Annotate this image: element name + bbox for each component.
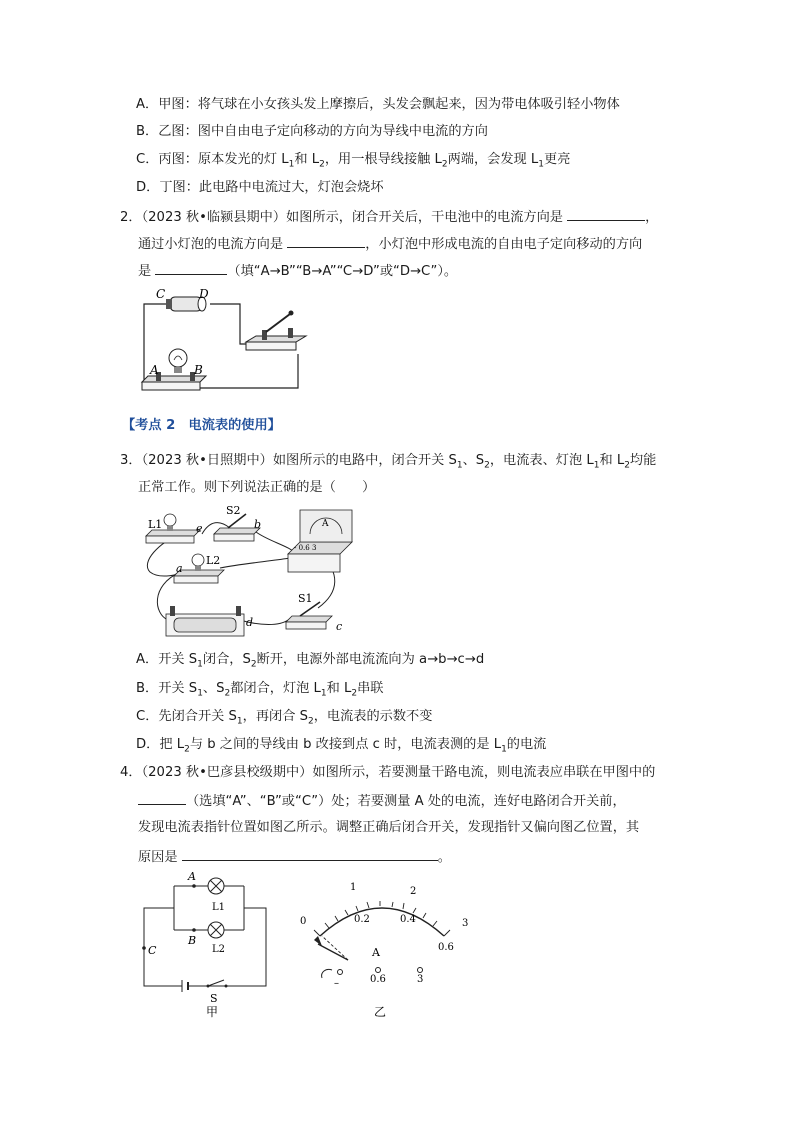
- dial-arc: [320, 908, 444, 936]
- top-scale-0: 0: [300, 916, 307, 927]
- q4-line2: （选填“A”、“B”或“C”）处；若要测量 A 处的电流，连好电路闭合开关前，: [138, 790, 626, 812]
- label-s: S: [210, 992, 218, 1005]
- terminal-06: [376, 968, 381, 973]
- q3-option-c: C．先闭合开关 $S_1$，再闭合 $S_2$，电流表的示数不变: [136, 709, 433, 727]
- label-e: e: [196, 522, 203, 535]
- q2-blank-3[interactable]: [155, 260, 227, 275]
- q3-option-d: D．把 $L_2$与 b 之间的导线由 b 改接到点 c 时，电流表测的是 $L_1$的电流: [136, 737, 547, 755]
- q3-circuit-figure: [140, 502, 360, 642]
- label-b: B: [194, 363, 203, 377]
- dial-ticks: [314, 901, 450, 936]
- top-scale-3: 3: [462, 918, 469, 929]
- q3-option-b: B．开关 $S_1$、$S_2$都闭合，灯泡 $L_1$和 $L_2$串联: [136, 681, 384, 699]
- q4-line1: 4．（2023 秋•巴彦县校级期中）如图所示，若要测量干路电流，则电流表应串联在甲图中的: [120, 765, 656, 780]
- q2-line1: 2．（2023 秋•临颍县期中）如图所示，闭合开关后，干电池中的电流方向是 ，: [120, 206, 658, 228]
- top-scale-2: 2: [410, 886, 417, 897]
- q1-option-b: B．乙图：图中自由电子定向移动的方向为导线中电流的方向: [136, 124, 488, 139]
- label-b: b: [254, 518, 262, 531]
- terminal-label-neg: –: [334, 978, 339, 989]
- point-c-dot: [142, 946, 146, 950]
- q4-blank-1[interactable]: [138, 790, 186, 805]
- section-heading: 【考点 2 电流表的使用】: [122, 418, 281, 433]
- battery-icon: [166, 606, 244, 636]
- lamp-l2-icon: [208, 922, 224, 938]
- q2-line3: 是 （填“A→B”“B→A”“C→D”或“D→C”）。: [138, 260, 457, 282]
- q1-option-c: C．丙图：原本发光的灯 $L_1$和 $L_2$，用一根导线接触 $L_2$两端，会发现 $L_1$更亮: [136, 152, 571, 170]
- q2-circuit-figure: [138, 282, 308, 394]
- label-c: C: [148, 944, 157, 957]
- terminal-label-06: 0.6: [370, 974, 386, 985]
- q4-blank-2[interactable]: [182, 846, 438, 861]
- label-l2: L2: [206, 554, 221, 567]
- lamp-l1-icon: [208, 878, 224, 894]
- switch-icon: [246, 311, 306, 351]
- point-a-dot: [192, 884, 196, 888]
- label-s1: S1: [298, 592, 313, 605]
- q4-line3: 发现电流表指针位置如图乙所示。调整正确后闭合开关，发现指针又偏向图乙位置，其: [138, 820, 640, 835]
- label-a: A: [150, 363, 159, 377]
- switch-s1-icon: [286, 602, 332, 629]
- q3-line1: 3．（2023 秋•日照期中）如图所示的电路中，闭合开关 $S_1$、$S_2$，电流表、灯泡 $L_1$和 $L_2$均能: [120, 453, 657, 471]
- label-b: B: [188, 934, 197, 947]
- q2-line2: 通过小灯泡的电流方向是 ，小灯泡中形成电流的自由电子定向移动的方向: [138, 233, 642, 255]
- point-b-dot: [192, 928, 196, 932]
- label-a: a: [176, 562, 183, 575]
- bottom-scale-0.6: 0.6: [438, 942, 454, 953]
- ammeter-icon: [288, 510, 352, 572]
- q3-option-a: A．开关 $S_1$闭合，$S_2$断开，电源外部电流流向为 a→b→c→d: [136, 652, 485, 670]
- terminal-3: [418, 968, 423, 973]
- q2-blank-1[interactable]: [567, 206, 645, 221]
- label-l2: L2: [212, 944, 226, 955]
- label-d: d: [246, 616, 254, 629]
- label-l1: L1: [148, 518, 163, 531]
- unit-label: A: [372, 946, 380, 959]
- q1-option-a: A．甲图：将气球在小女孩头发上摩擦后，头发会飘起来，因为带电体吸引轻小物体: [136, 97, 620, 112]
- q4-fig-yi: [292, 872, 472, 1022]
- q2-blank-2[interactable]: [287, 233, 365, 248]
- q3-line2: 正常工作。则下列说法正确的是（ ）: [138, 480, 376, 495]
- caption-jia: 甲: [206, 1005, 219, 1019]
- bottom-scale-0.4: 0.4: [400, 914, 416, 925]
- label-s2: S2: [226, 504, 241, 517]
- label-d: D: [199, 287, 209, 301]
- meter-label: A: [322, 519, 329, 529]
- label-c: C: [156, 287, 166, 301]
- label-l1: L1: [212, 902, 226, 913]
- q4-line4: 原因是 。: [138, 846, 451, 868]
- meter-terminals: - 0.6 3: [294, 544, 317, 552]
- q4-fig-jia: [138, 870, 278, 1020]
- top-scale-1: 1: [350, 882, 357, 893]
- caption-yi: 乙: [374, 1005, 387, 1019]
- battery-icon: [182, 980, 188, 992]
- label-a: A: [188, 870, 196, 883]
- bottom-scale-0.2: 0.2: [354, 914, 370, 925]
- label-c: c: [336, 620, 343, 633]
- q1-option-d: D．丁图：此电路中电流过大，灯泡会烧坏: [136, 180, 384, 195]
- terminal-label-3: 3: [417, 974, 424, 985]
- terminal-neg: [338, 970, 343, 975]
